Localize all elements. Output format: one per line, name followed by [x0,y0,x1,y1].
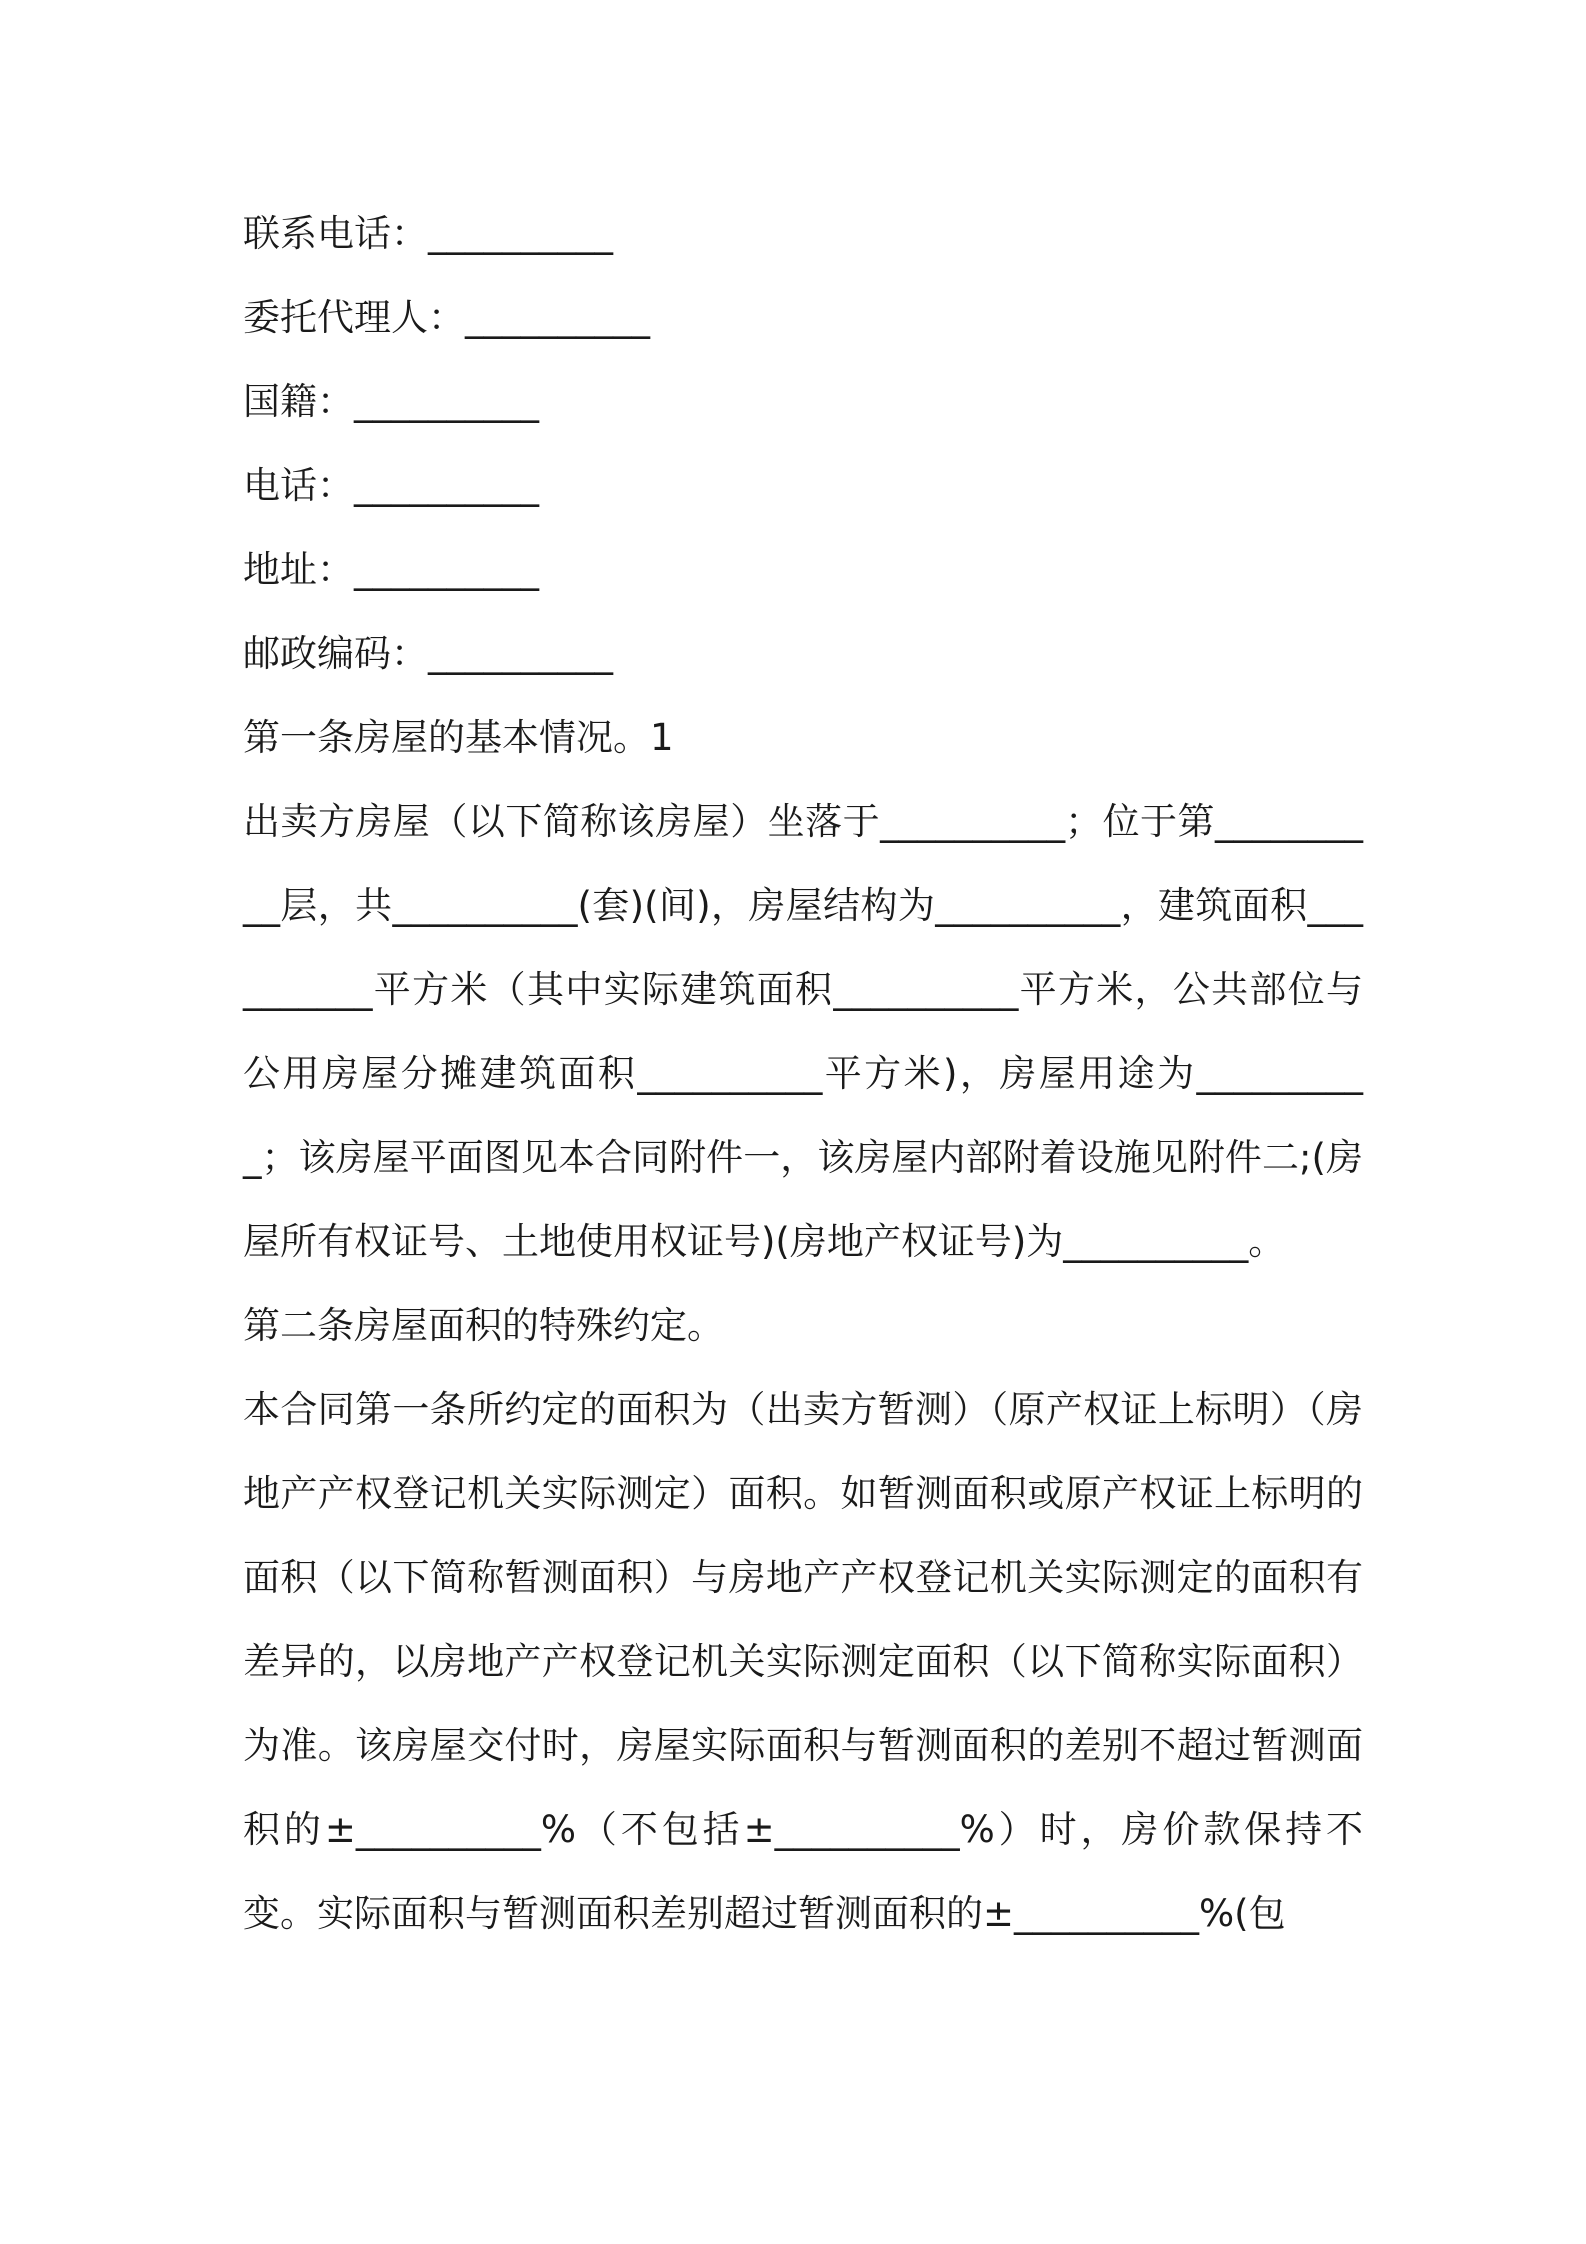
article-1-body: 出卖方房屋（以下简称该房屋）坐落于__________；位于第__________层，共__________(套)(间)，房屋结构为__________，建筑面积__________平方米（其中实际建筑面积__________平方米，公共部位与公用房屋分摊建筑面积__________平方米)，房屋用途为__________；该房屋平面图见本合同附件一，该房屋内部附着设施见附件二;(房屋所有权证号、土地使用权证号)(房地产权证号)为__________。 [243,800,1363,1263]
phone-field: 电话：__________ [243,464,539,507]
contact-phone-field: 联系电话：__________ [243,212,613,255]
agent-field: 委托代理人：__________ [243,296,650,339]
postal-code-field: 邮政编码：__________ [243,632,613,675]
article-2-body: 本合同第一条所约定的面积为（出卖方暂测）（原产权证上标明）（房地产产权登记机关实际测定）面积。如暂测面积或原产权证上标明的面积（以下简称暂测面积）与房地产产权登记机关实际测定的面积有差异的，以房地产产权登记机关实际测定面积（以下简称实际面积）为准。该房屋交付时，房屋实际面积与暂测面积的差别不超过暂测面积的±__________%（不包括±__________%）时，房价款保持不变。实际面积与暂测面积差别超过暂测面积的±__________%(包 [243,1388,1363,1935]
document-body [243,192,1363,1956]
article-1-heading: 第一条房屋的基本情况。1 [243,716,674,759]
nationality-field: 国籍：__________ [243,380,539,423]
address-field: 地址：__________ [243,548,539,591]
article-2-heading: 第二条房屋面积的特殊约定。 [243,1304,724,1347]
